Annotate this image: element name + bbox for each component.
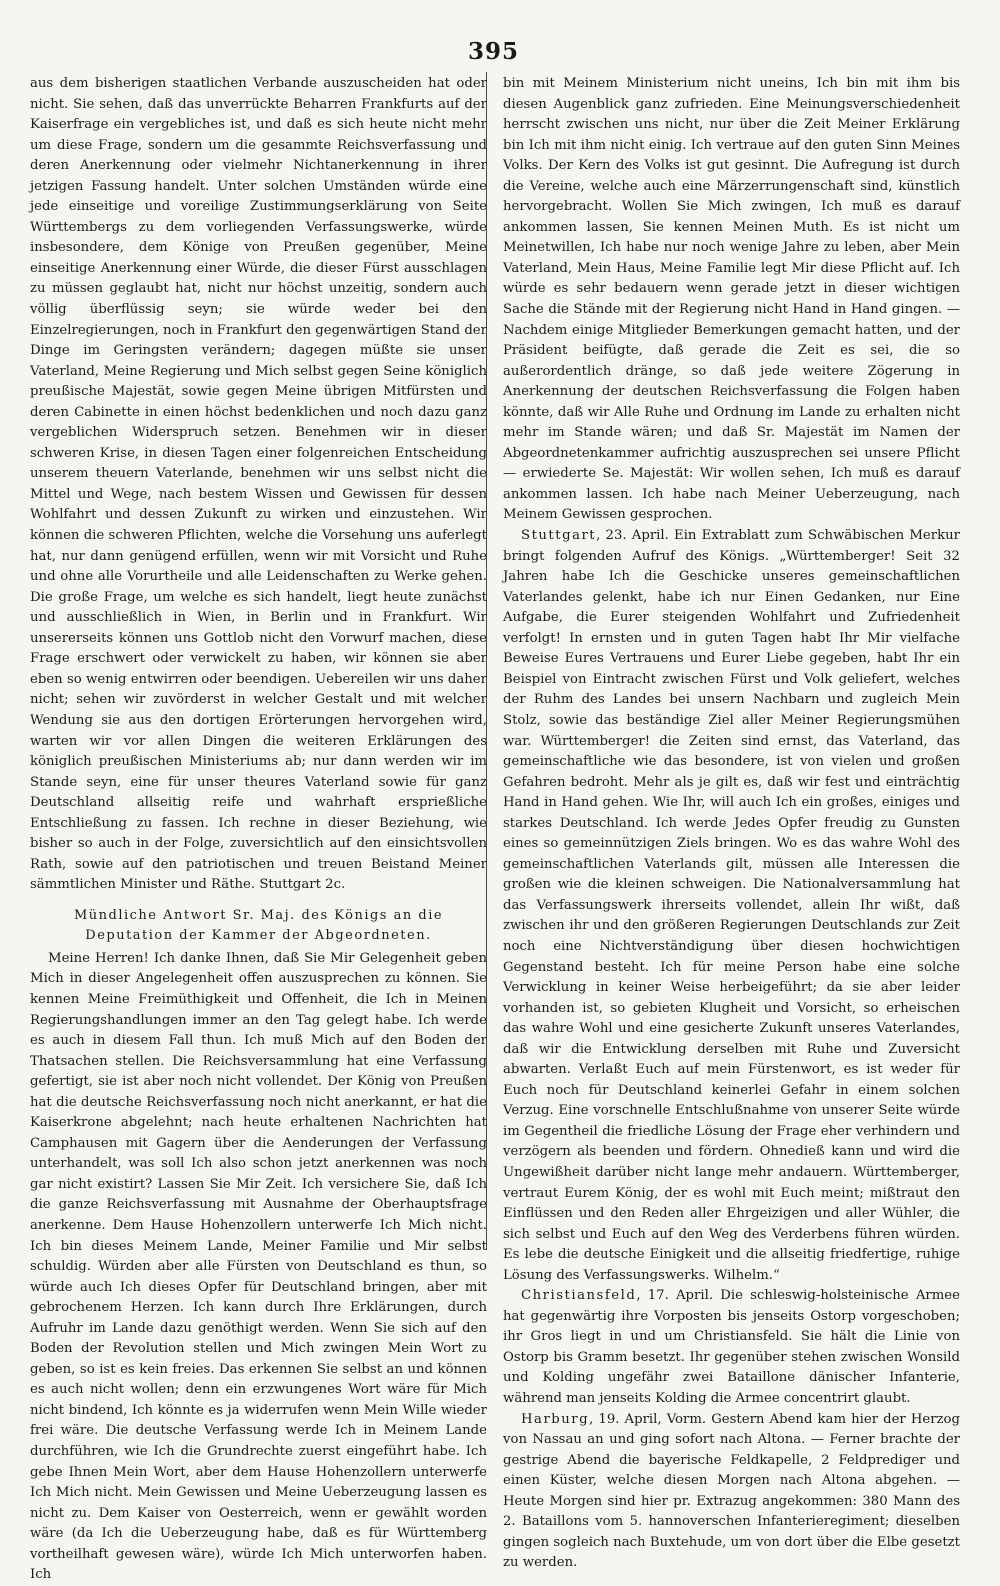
news-item-christiansfeld <box>503 1286 960 1409</box>
dateline-place: Stuttgart <box>521 528 597 544</box>
right-column <box>503 74 960 1574</box>
news-item-text: , 17. April. Die schleswig-holsteinische Armee hat gegenwärtig ihre Vorposten bis jenseits Ostorp vorgeschoben; ihr Gros liegt in und um Christiansfeld. Sie hält die Linie von Ostorp bis Gramm besetzt. Ihr gegenüber stehen zwischen Wonsild und Kolding ungefähr zwei Bataillone dänischer Infanterie, während man jenseits Kolding die Armee concentrirt glaubt. <box>503 1288 960 1406</box>
article-paragraph: aus dem bisherigen staatlichen Verbande auszuscheiden hat oder nicht. Sie sehen, daß das unverrückte Beharren Frankfurts auf der Kaiserfrage ein vergebliches ist, und daß es sich heute nicht mehr um diese Frage, sondern um die gesammte Reichsverfassung und deren Anerkennung oder vielmehr Nichtanerkennung in ihrer jetzigen Fassung handelt. Unter solchen Umständen würde eine jede einseitige und voreilige Zustimmungserklärung von Seite Württembergs zu dem vorliegenden Verfassungswerke, würde insbesondere, dem Könige von Preußen gegenüber, Meine einseitige Anerkennung einer Würde, die dieser Fürst ausschlagen zu müssen geglaubt hat, nicht nur höchst unzeitig, sondern auch völlig überflüssig seyn; sie würde weder bei den Einzelregierungen, noch in Frankfurt den gegenwärtigen Stand der Dinge im Geringsten verändern; dagegen müßte sie unser Vaterland, Meine Regierung und Mich selbst gegen Seine königlich preußische Majestät, sowie gegen Meine übrigen Mitfürsten und deren Cabinette in einen höchst bedenklichen und noch dazu ganz vergeblichen Widerspruch setzen. Benehmen wir in dieser schweren Krise, in diesen Tagen einer folgenreichen Entscheidung unserem theuern Vaterlande, benehmen wir uns selbst nicht die Mittel und Wege, nach bestem Wissen und Gewissen für dessen Wohlfahrt und dessen Zukunft zu wirken und einzustehen. Wir können die schweren Pflichten, welche die Vorsehung uns auferlegt hat, nur dann genügend erfüllen, wenn wir mit Vorsicht und Ruhe und ohne alle Vorurtheile und alle Leidenschaften zu Werke gehen. Die große Frage, um welche es sich handelt, liegt heute zunächst und ausschließlich in Wien, in Berlin und in Frankfurt. Wir unsererseits können uns Gottlob nicht den Vorwurf machen, diese Frage erschwert oder verwickelt zu haben, wir können sie aber eben so wenig entwirren oder beendigen. Uebereilen wir uns daher nicht; sehen wir zuvörderst in welcher Gestalt und mit welcher Wendung sie aus den dortigen Erörterungen hervorgehen wird, warten wir vor allen Dingen die weiteren Erklärungen des königlich preußischen Ministeriums ab; nur dann werden wir im Stande seyn, eine für unser theures Vaterland sowie für ganz Deutschland allseitig reife und wahrhaft ersprießliche Entschließung zu fassen. Ich rechne in dieser Beziehung, wie bisher so auch in der Folge, zuversichtlich auf den einsichtsvollen Rath, sowie auf den patriotischen und treuen Beistand Meiner sämmtlichen Minister und Räthe. Stuttgart 2c. <box>30 76 487 893</box>
dateline-place: Harburg <box>521 1411 590 1427</box>
dateline-place: Christiansfeld <box>521 1288 637 1304</box>
news-item-harburg <box>503 1410 960 1574</box>
news-item-text: , 19. April, Vorm. Gestern Abend kam hier der Herzog von Nassau an und ging sofort nach Altona. — Ferner brachte der gestrige Abend die bayerische Feldkapelle, 2 Feldprediger und einen Küster, welche diesen Morgen nach Altona abgehen. — Heute Morgen sind hier pr. Extrazug angekommen: 380 Mann des 2. Bataillons vom 5. hannoverschen Infanterieregiment; dieselben gingen sogleich nach Buxtehude, um von dort über die Elbe gesetzt zu werden. <box>503 1411 960 1571</box>
page-number: 395 <box>468 38 520 65</box>
news-item-stuttgart <box>503 526 960 1286</box>
news-item-text: , 23. April. Ein Extrablatt zum Schwäbischen Merkur bringt folgenden Aufruf des Königs. „Württemberger! Seit 32 Jahren habe Ich die Geschicke unseres gemeinschaftlichen Vaterlandes gelenkt, habe ich nur Einen Gedanken, nur Eine Aufgabe, die Eurer steigenden Wohlfahrt und Zufriedenheit verfolgt! In ernsten und in guten Tagen habt Ihr Mir vielfache Beweise Eures Vertrauens und Eurer Liebe gegeben, habt Ihr ein Beispiel von Eintracht zwischen Fürst und Volk geliefert, welches der Ruhm des Landes bei unsern Nachbarn und zugleich Mein Stolz, sowie das beständige Ziel aller Meiner Regierungsmühen war. Württemberger! die Zeiten sind ernst, das Vaterland, das gemeinschaftliche wie das besondere, ist von vielen und großen Gefahren bedroht. Mehr als je gilt es, daß wir fest und einträchtig Hand in Hand gehen. Wie Ihr, will auch Ich ein großes, einiges und starkes Deutschland. Ich werde Jedes Opfer freudig zu Gunsten eines so gemeinnützigen Ziels bringen. Wo es das wahre Wohl des gemeinschaftlichen Vaterlands gilt, müssen alle Interessen die großen wie die kleinen schweigen. Die Nationalversammlung hat das Verfassungswerk ihrerseits vollendet, allein Ihr wißt, daß zwischen ihr und den größeren Regierungen Deutschlands zur Zeit noch eine Nichtverständigung über diesen hochwichtigen Gegenstand besteht. Ich für meine Person habe eine solche Verwicklung in keiner Weise herbeigeführt; da sie aber leider vorhanden ist, so gebieten Klugheit und Vorsicht, so erheischen das wahre Wohl und eine gesicherte Zukunft unseres Vaterlandes, daß wir die Entwicklung derselben mit Ruhe und Zuversicht abwarten. Verlaßt Euch auf mein Fürstenwort, es ist weder für Euch noch für Deutschland keinerlei Gefahr in einem solchen Verzug. Eine vorschnelle Entschlußnahme von unserer Seite würde im Gegentheil die friedliche Lösung der Frage eher verhindern und verzögern als beenden und fördern. Ohnedieß kann und wird die Ungewißheit darüber nicht lange mehr andauern. Württemberger, vertraut Eurem König, der es wohl mit Euch meint; mißtraut den Einflüssen und den Reden aller Ehrgeizigen und aller Wühler, die sich selbst und Euch auf den Weg des Verderbens führen würden. Es lebe die deutsche Einigkeit und die allseitig friedfertige, ruhige Lösung des Verfassungswerks. Wilhelm.“ <box>503 528 960 1283</box>
article-paragraph: Meine Herren! Ich danke Ihnen, daß Sie Mir Gelegenheit geben Mich in dieser Angelegenheit offen auszusprechen zu können. Sie kennen Meine Freimüthigkeit und Offenheit, die Ich in Meinen Regierungshandlungen immer an den Tag gelegt habe. Ich werde es auch in diesem Fall thun. Ich muß Mich auf den Boden der Thatsachen stellen. Die Reichsversammlung hat eine Verfassung gefertigt, sie ist aber noch nicht vollendet. Der König von Preußen hat die deutsche Reichsverfassung noch nicht anerkannt, er hat die Kaiserkrone abgelehnt; nach heute erhaltenen Nachrichten hat Camphausen mit Gagern über die Aenderungen der Verfassung unterhandelt, was soll Ich also schon jetzt anerkennen was noch gar nicht existirt? Lassen Sie Mir Zeit. Ich versichere Sie, daß Ich die ganze Reichsverfassung mit Ausnahme der Oberhauptsfrage anerkenne. Dem Hause Hohenzollern unterwerfe Ich Mich nicht. Ich bin dieses Meinem Lande, Meiner Familie und Mir selbst schuldig. Würden aber alle Fürsten von Deutschland es thun, so würde auch Ich dieses Opfer für Deutschland bringen, aber mit gebrochenem Herzen. Ich kann durch Ihre Erklärungen, durch Aufruhr im Lande dazu genöthigt werden. Wenn Sie sich auf den Boden der Revolution stellen und Mich zwingen Mein Wort zu geben, so ist es kein freies. Das erkennen Sie selbst an und können es auch nicht wollen; denn ein erzwungenes Wort wäre für Mich nicht bindend, Ich könnte es ja widerrufen wenn Mein Wille wieder frei wäre. Die deutsche Verfassung werde Ich in Meinem Lande durchführen, wie Ich die Grundrechte zuerst eingeführt habe. Ich gebe Ihnen Mein Wort, aber dem Hause Hohenzollern unterwerfe Ich Mich nicht. Mein Gewissen und Meine Ueberzeugung lassen es nicht zu. Dem Kaiser von Oesterreich, wenn er gewählt worden wäre (da Ich die Ueberzeugung habe, daß es für Württemberg vortheilhaft gewesen wäre), würde Ich Mich unterworfen haben. Ich <box>30 950 487 1583</box>
left-column <box>30 74 487 1586</box>
section-heading: Mündliche Antwort Sr. Maj. des Königs an die Deputation der Kammer der Abgeordneten. <box>73 907 444 943</box>
article-paragraph: bin mit Meinem Ministerium nicht uneins, Ich bin mit ihm bis diesen Augenblick ganz zufrieden. Eine Meinungsverschiedenheit herrscht zwischen uns nicht, nur über die Zeit Meiner Erklärung bin Ich mit ihm nicht einig. Ich vertraue auf den guten Sinn Meines Volks. Der Kern des Volks ist gut gesinnt. Die Aufregung ist durch die Vereine, welche auch eine Märzerrungenschaft sind, künstlich hervorgebracht. Wollen Sie Mich zwingen, Ich muß es darauf ankommen lassen, Sie kennen Meinen Muth. Es ist nicht um Meinetwillen, Ich habe nur noch wenige Jahre zu leben, aber Mein Vaterland, Mein Haus, Meine Familie legt Mir diese Pflicht auf. Ich würde es sehr bedauern wenn gerade jetzt in dieser wichtigen Sache die Stände mit der Regierung nicht Hand in Hand gingen. — Nachdem einige Mitglieder Bemerkungen gemacht hatten, und der Präsident beifügte, daß gerade die Zeit es sei, die so außerordentlich dränge, so daß jede weitere Zögerung in Anerkennung der deutschen Reichsverfassung die Folgen haben könnte, daß wir Alle Ruhe und Ordnung im Lande zu erhalten nicht mehr im Stande wären; und daß Sr. Majestät im Namen der Abgeordnetenkammer aufrichtig auszusprechen sei unsere Pflicht — erwiederte Se. Majestät: Wir wollen sehen, Ich muß es darauf ankommen lassen. Ich habe nach Meiner Ueberzeugung, nach Meinem Gewissen gesprochen. <box>503 76 960 523</box>
